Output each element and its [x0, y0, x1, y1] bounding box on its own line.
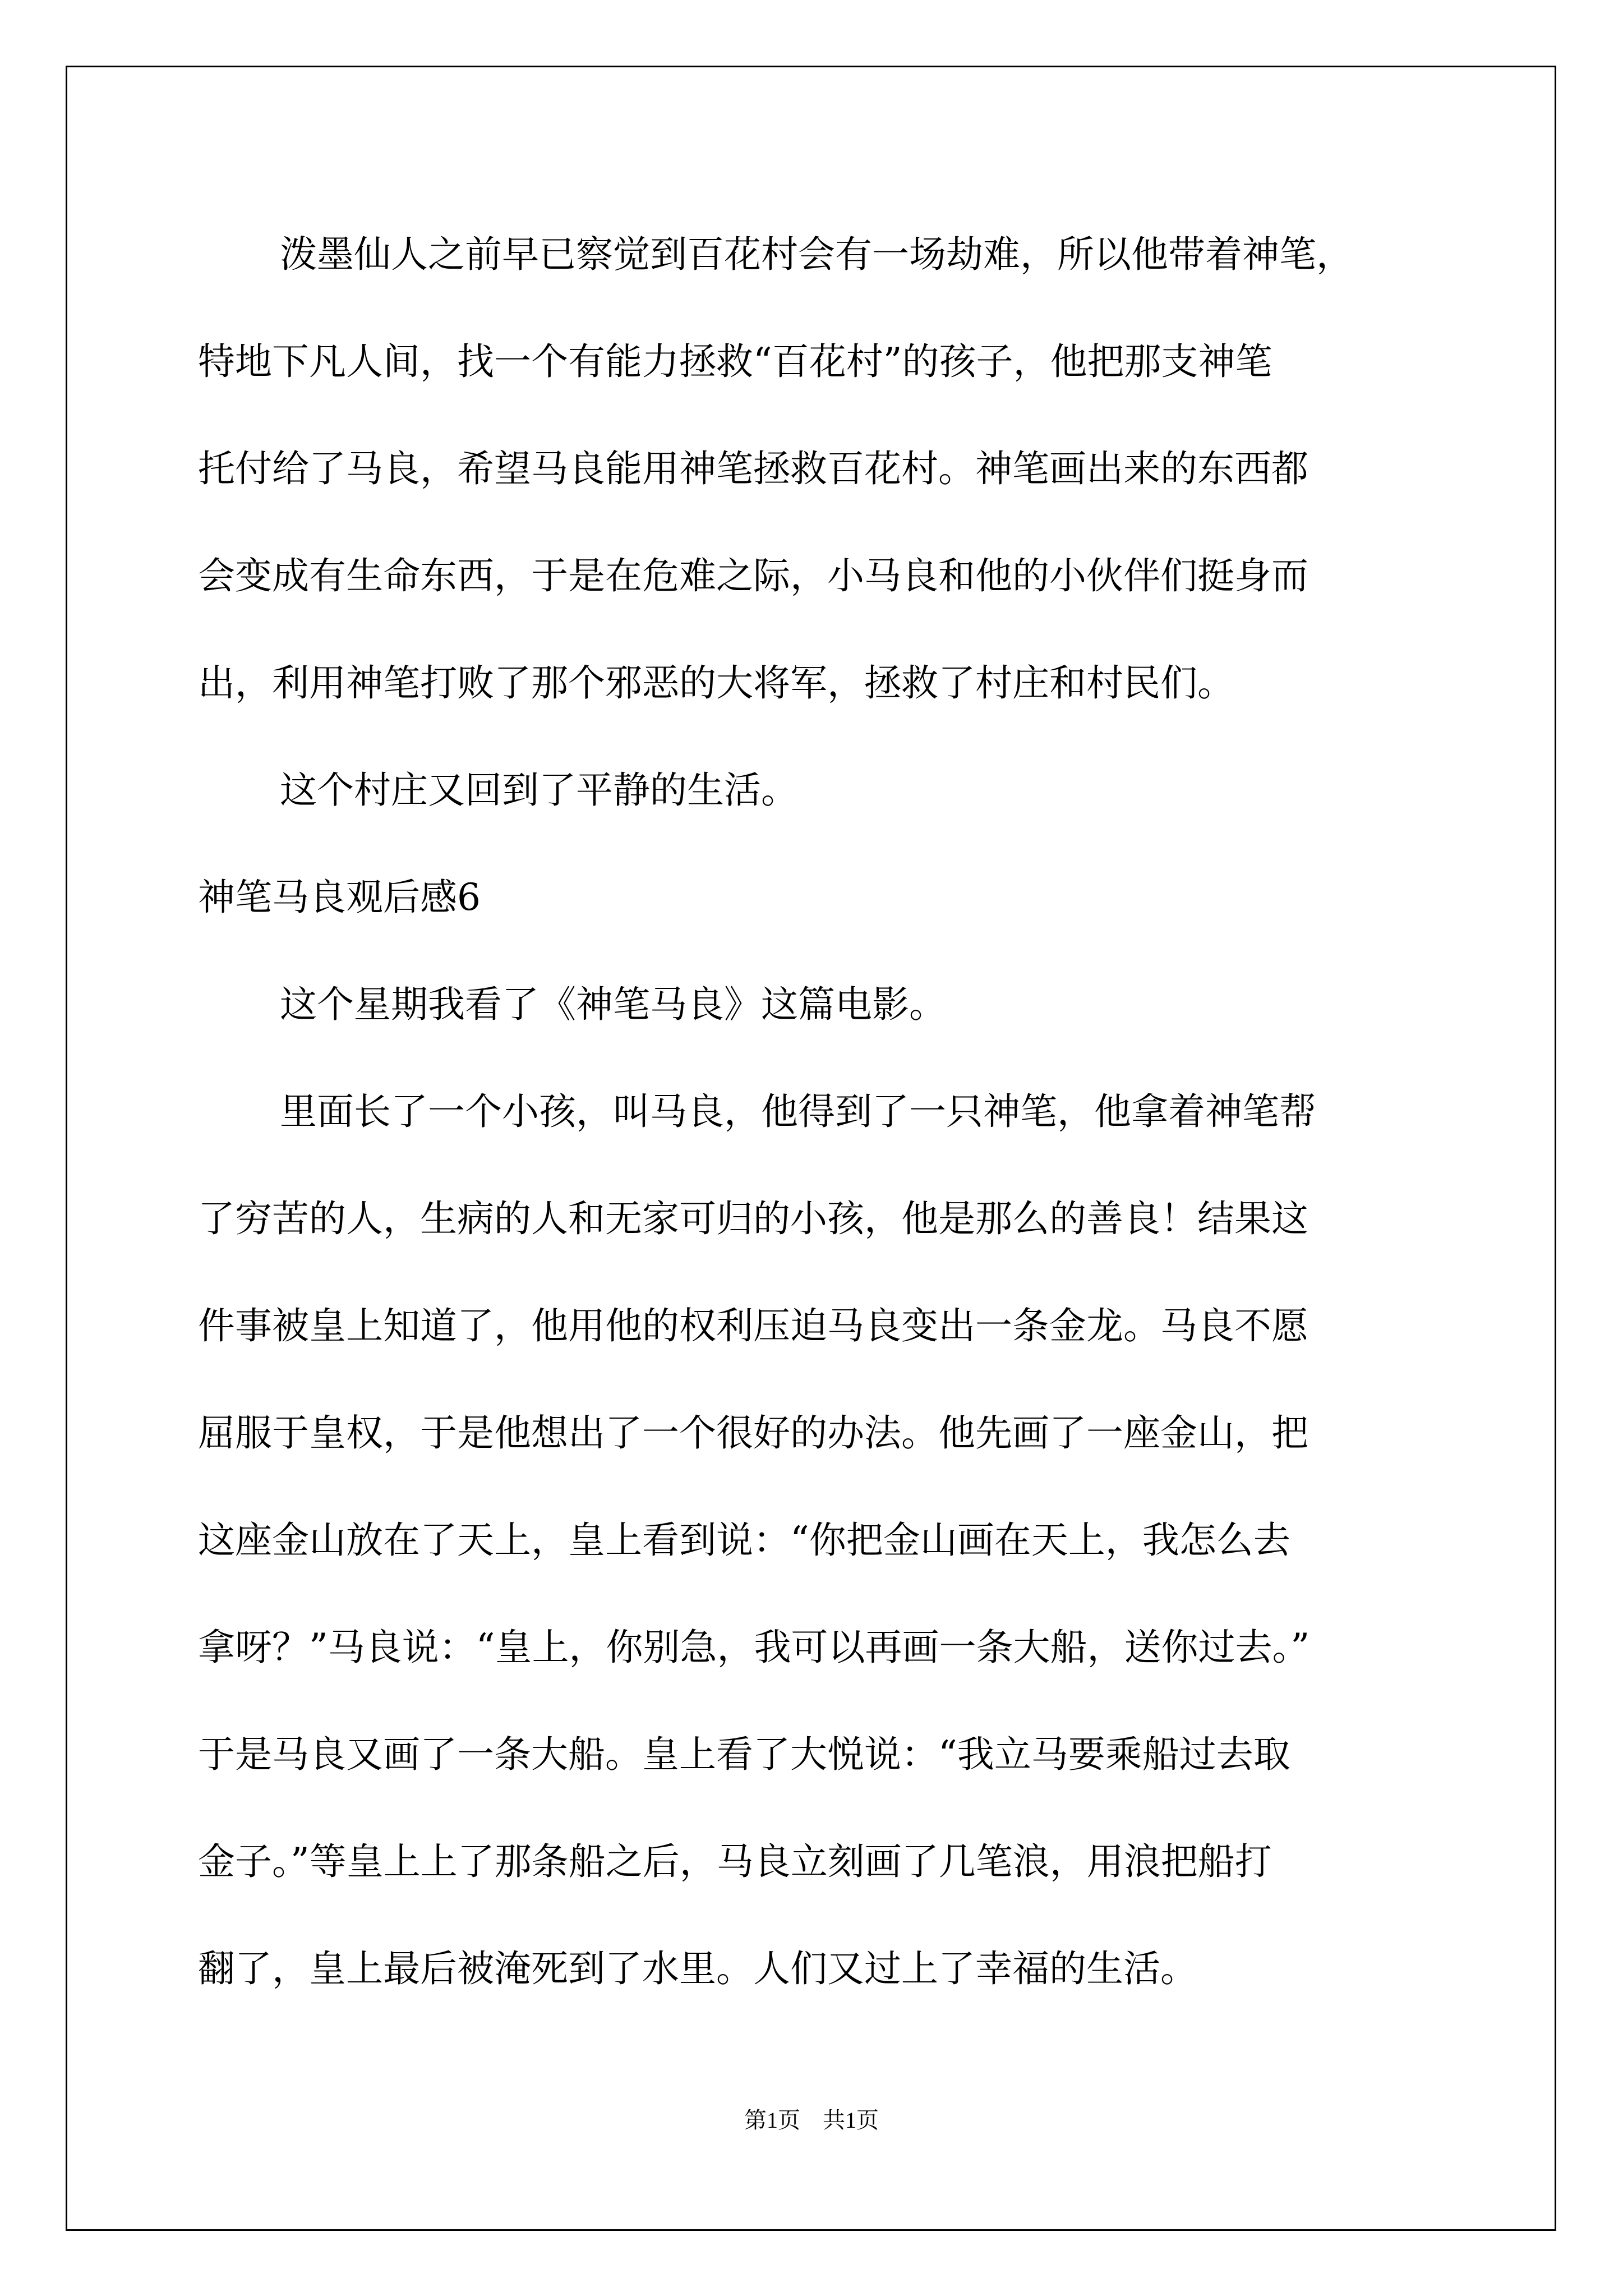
paragraph-line: 件事被皇上知道了，他用他的权利压迫马良变出一条金龙。马良不愿 — [198, 1304, 1308, 1347]
page-number-current: 第1页 — [744, 2108, 800, 2133]
paragraph-line: 翻了，皇上最后被淹死到了水里。人们又过上了幸福的生活。 — [198, 1947, 1197, 1990]
paragraph-line: 于是马良又画了一条大船。皇上看了大悦说：“我立马要乘船过去取 — [198, 1733, 1290, 1776]
paragraph-line: 里面长了一个小孩，叫马良，他得到了一只神笔，他拿着神笔帮 — [280, 1090, 1316, 1133]
paragraph-line: 这个村庄又回到了平静的生活。 — [280, 769, 798, 812]
section-heading: 神笔马良观后感6 — [198, 876, 481, 919]
paragraph-line: 拿呀？”马良说：“皇上，你别急，我可以再画一条大船，送你过去。” — [198, 1626, 1310, 1669]
paragraph-line: 金子。”等皇上上了那条船之后，马良立刻画了几笔浪，用浪把船打 — [198, 1840, 1272, 1883]
paragraph-line: 泼墨仙人之前早已察觉到百花村会有一场劫难，所以他带着神笔， — [280, 233, 1353, 276]
paragraph-line: 这座金山放在了天上，皇上看到说：“你把金山画在天上，我怎么去 — [198, 1519, 1290, 1562]
page-footer — [0, 2106, 1623, 2134]
paragraph-line: 特地下凡人间，找一个有能力拯救“百花村”的孩子，他把那支神笔 — [198, 340, 1272, 383]
document-body — [198, 201, 1505, 2022]
page-number-total: 共1页 — [823, 2108, 879, 2133]
paragraph-line: 屈服于皇权，于是他想出了一个很好的办法。他先画了一座金山，把 — [198, 1411, 1308, 1455]
paragraph-line: 托付给了马良，希望马良能用神笔拯救百花村。神笔画出来的东西都 — [198, 447, 1308, 490]
paragraph-line: 了穷苦的人，生病的人和无家可归的小孩，他是那么的善良！结果这 — [198, 1197, 1308, 1240]
paragraph-line: 会变成有生命东西，于是在危难之际，小马良和他的小伙伴们挺身而 — [198, 554, 1308, 597]
paragraph-line: 这个星期我看了《神笔马良》这篇电影。 — [280, 983, 946, 1026]
paragraph-line: 出，利用神笔打败了那个邪恶的大将军，拯救了村庄和村民们。 — [198, 661, 1234, 705]
